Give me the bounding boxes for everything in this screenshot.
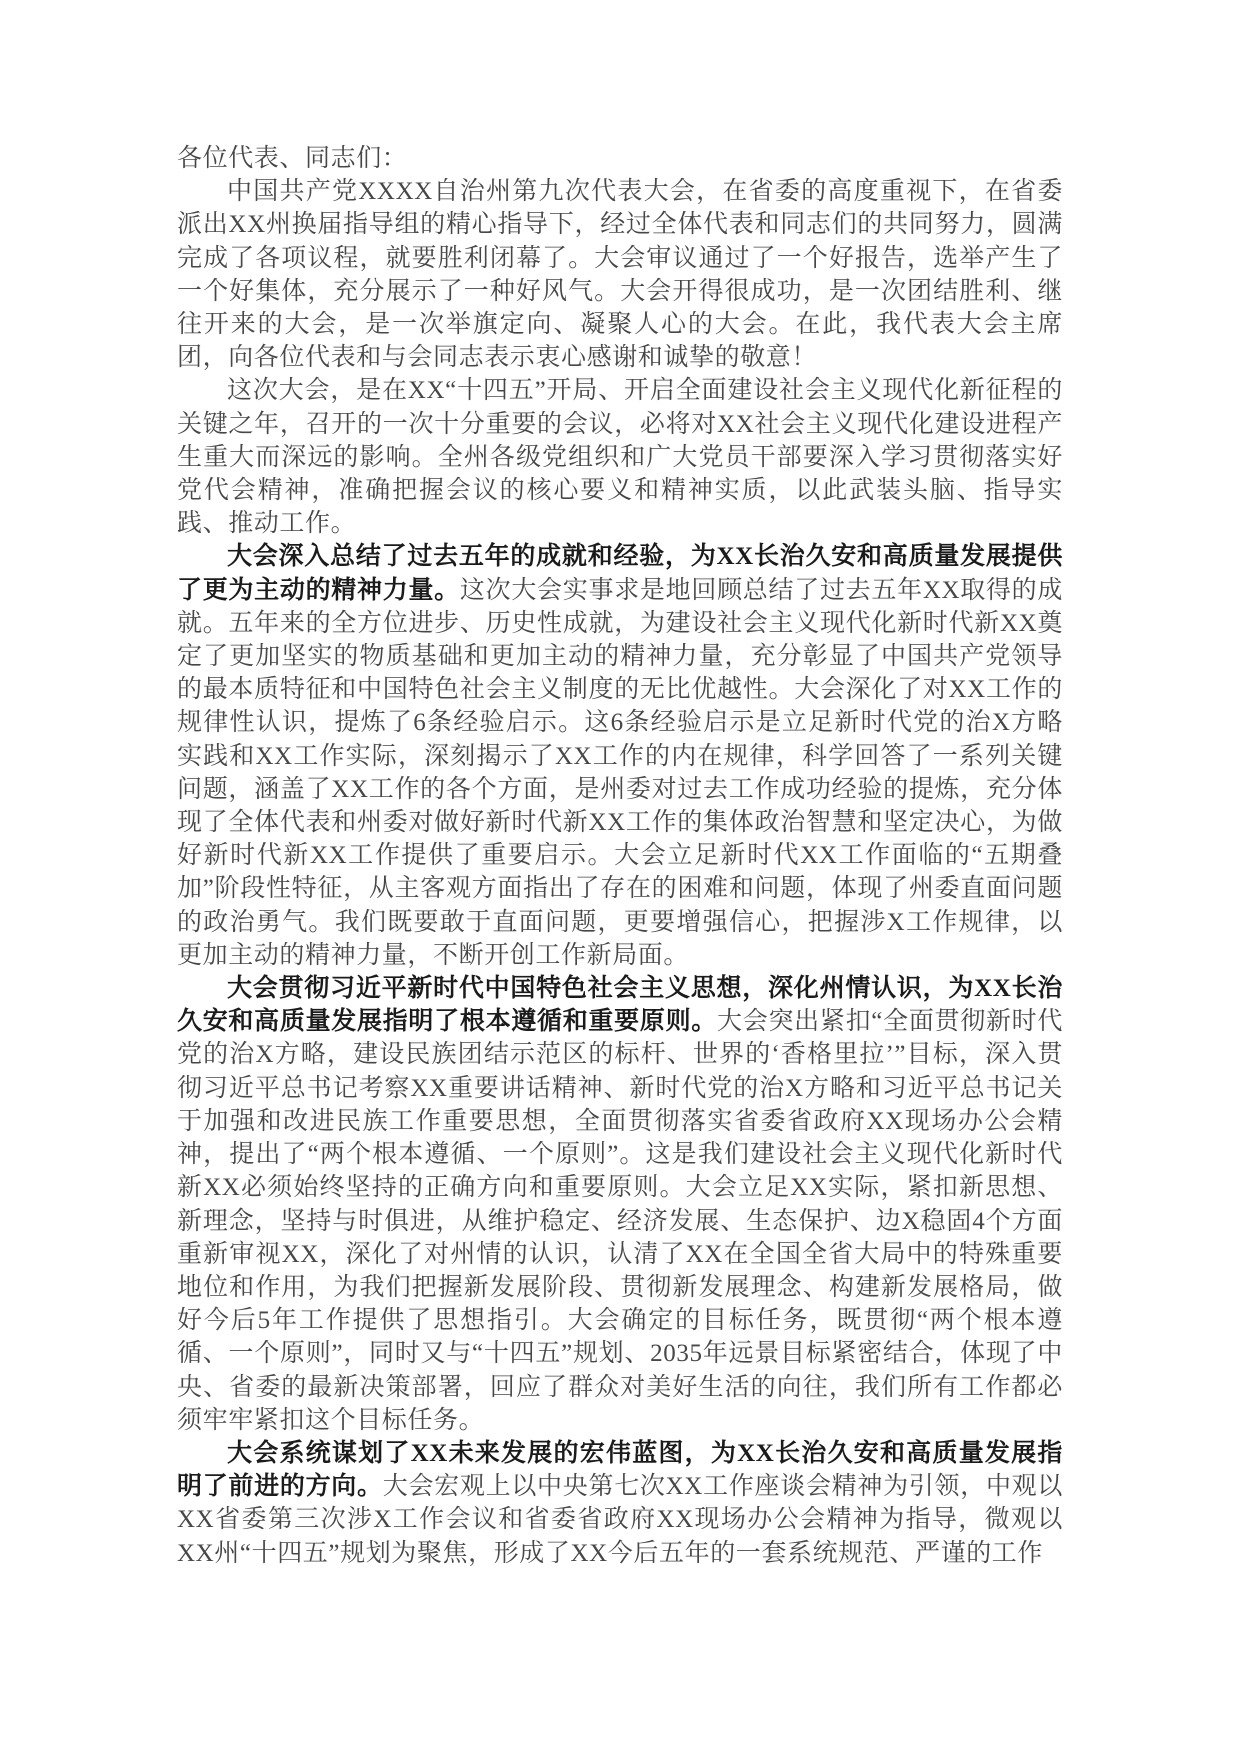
paragraph-guiding-principles: [177, 972, 1063, 1437]
paragraph-future-blueprint: [177, 1437, 1063, 1570]
paragraph-five-year-achievements-text: 这次大会实事求是地回顾总结了过去五年XX取得的成就。五年来的全方位进步、历史性成就，为建设社会主义现代化新时代新XX奠定了更加坚实的物质基础和更加主动的精神力量，充分彰显了中国共产党领导的最本质特征和中国特色社会主义制度的无比优越性。大会深化了对XX工作的规律性认识，提炼了6条经验启示。这6条经验启示是立足新时代党的治X方略实践和XX工作实际，深刻揭示了XX工作的内在规律，科学回答了一系列关键问题，涵盖了XX工作的各个方面，是州委对过去工作成功经验的提炼，充分体现了全体代表和州委对做好新时代新XX工作的集体政治智慧和坚定决心，为做好新时代新XX工作提供了重要启示。大会立足新时代XX工作面临的“五期叠加”阶段性特征，从主客观方面指出了存在的困难和问题，体现了州委直面问题的政治勇气。我们既要敢于直面问题，更要增强信心，把握涉X工作规律，以更加主动的精神力量，不断开创工作新局面。: [177, 576, 1063, 969]
paragraph-five-year-achievements: [177, 540, 1063, 972]
paragraph-five-year-achievements-lead: 大会深入总结了过去五年的成就和经验，为XX长治久安和高质量发展提供了更为主动的精神力量。: [177, 543, 1063, 604]
paragraph-salutation-text: 各位代表、同志们：: [177, 145, 408, 172]
paragraph-salutation: [177, 142, 1063, 175]
paragraph-congress-summary-text: 中国共产党XXXX自治州第九次代表大会，在省委的高度重视下，在省委派出XX州换届指导组的精心指导下，经过全体代表和同志们的共同努力，圆满完成了各项议程，就要胜利闭幕了。大会审议通过了一个好报告，选举产生了一个好集体，充分展示了一种好风气。大会开得很成功，是一次团结胜利、继往开来的大会，是一次举旗定向、凝聚人心的大会。在此，我代表大会主席团，向各位代表和与会同志表示衷心感谢和诚挚的敬意！: [177, 178, 1063, 372]
document-body: [177, 142, 1063, 1570]
paragraph-future-blueprint-lead: 大会系统谋划了XX未来发展的宏伟蓝图，为XX长治久安和高质量发展指明了前进的方向。: [177, 1439, 1063, 1501]
paragraph-future-blueprint-text: 大会宏观上以中央第七次XX工作座谈会精神为引领，中观以XX省委第三次涉X工作会议和省委省政府XX现场办公会精神为指导，微观以XX州“十四五”规划为聚焦，形成了XX今后五年的一套系统规范、严谨的工作: [177, 1473, 1063, 1567]
paragraph-congress-summary: [177, 175, 1063, 374]
paragraph-meeting-significance-text: 这次大会，是在XX“十四五”开局、开启全面建设社会主义现代化新征程的关键之年，召开的一次十分重要的会议，必将对XX社会主义现代化建设进程产生重大而深远的影响。全州各级党组织和广大党员干部要深入学习贯彻落实好党代会精神，准确把握会议的核心要义和精神实质，以此武装头脑、指导实践、推动工作。: [177, 377, 1063, 538]
paragraph-guiding-principles-lead: 大会贯彻习近平新时代中国特色社会主义思想，深化州情认识，为XX长治久安和高质量发展指明了根本遵循和重要原则。: [177, 975, 1063, 1036]
paragraph-meeting-significance: [177, 374, 1063, 540]
paragraph-guiding-principles-text: 大会突出紧扣“全面贯彻新时代党的治X方略，建设民族团结示范区的标杆、世界的‘香格里拉’”目标，深入贯彻习近平总书记考察XX重要讲话精神、新时代党的治X方略和习近平总书记关于加强和改进民族工作重要思想，全面贯彻落实省委省政府XX现场办公会精神，提出了“两个根本遵循、一个原则”。这是我们建设社会主义现代化新时代新XX必须始终坚持的正确方向和重要原则。大会立足XX实际，紧扣新思想、新理念，坚持与时俱进，从维护稳定、经济发展、生态保护、边X稳固4个方面重新审视XX，深化了对州情的认识，认清了XX在全国全省大局中的特殊重要地位和作用，为我们把握新发展阶段、贯彻新发展理念、构建新发展格局，做好今后5年工作提供了思想指引。大会确定的目标任务，既贯彻“两个根本遵循、一个原则”，同时又与“十四五”规划、2035年远景目标紧密结合，体现了中央、省委的最新决策部署，回应了群众对美好生活的向往，我们所有工作都必须牢牢紧扣这个目标任务。: [177, 1008, 1064, 1434]
